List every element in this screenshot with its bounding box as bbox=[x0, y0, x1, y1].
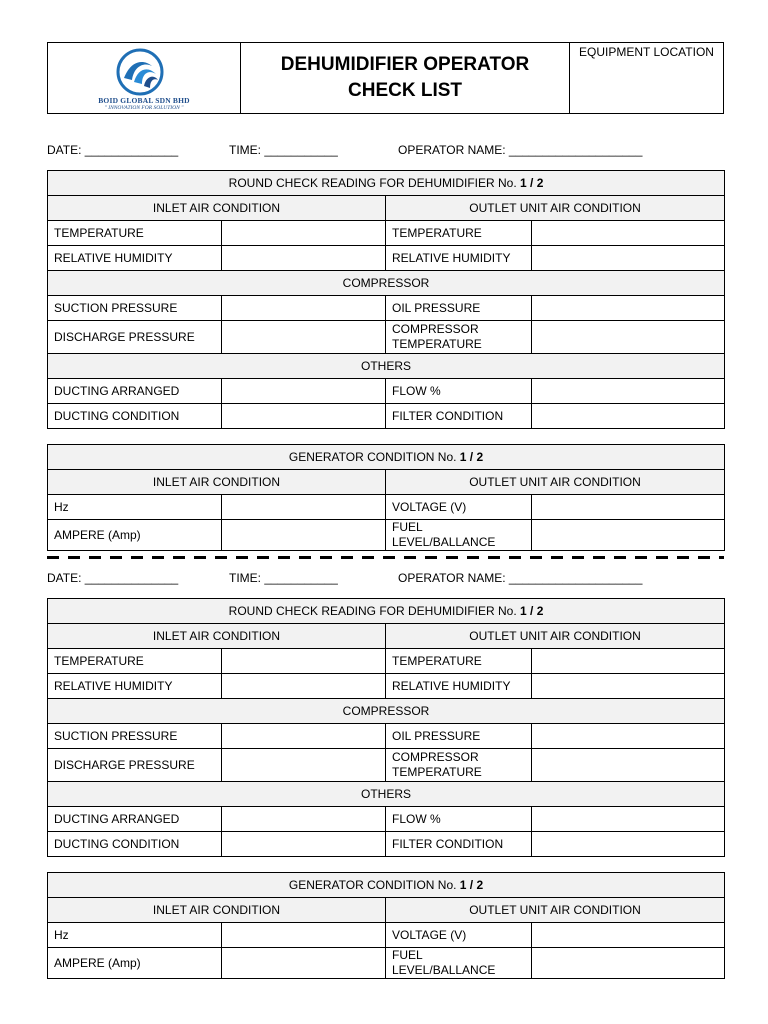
compressor-temperature-label: COMPRESSOR TEMPERATURE bbox=[386, 749, 532, 782]
suction-pressure-input[interactable] bbox=[222, 724, 386, 749]
suction-pressure-input[interactable] bbox=[222, 296, 386, 321]
discharge-pressure-label: DISCHARGE PRESSURE bbox=[48, 321, 222, 354]
generator-table-1 bbox=[47, 444, 725, 551]
outlet-humidity-input[interactable] bbox=[532, 246, 725, 271]
inlet-temperature-input[interactable] bbox=[222, 649, 386, 674]
operator-name-field[interactable]: OPERATOR NAME: ____________________ bbox=[398, 143, 643, 157]
fuel-level-input[interactable] bbox=[532, 948, 725, 979]
generator-inlet-header: INLET AIR CONDITION bbox=[48, 898, 386, 923]
fuel-level-label: FUEL LEVEL/BALLANCE bbox=[386, 948, 532, 979]
outlet-header: OUTLET UNIT AIR CONDITION bbox=[386, 196, 725, 221]
ducting-arranged-input[interactable] bbox=[222, 807, 386, 832]
time-field[interactable]: TIME: ___________ bbox=[229, 143, 338, 157]
flow-label: FLOW % bbox=[386, 379, 532, 404]
compressor-temperature-label: COMPRESSOR TEMPERATURE bbox=[386, 321, 532, 354]
discharge-pressure-input[interactable] bbox=[222, 321, 386, 354]
ampere-input[interactable] bbox=[222, 520, 386, 551]
ducting-arranged-input[interactable] bbox=[222, 379, 386, 404]
hz-label: Hz bbox=[48, 495, 222, 520]
oil-pressure-label: OIL PRESSURE bbox=[386, 724, 532, 749]
title-line-2: CHECK LIST bbox=[348, 80, 462, 101]
title-line-1: DEHUMIDIFIER OPERATOR bbox=[280, 54, 530, 75]
relative-humidity-label: RELATIVE HUMIDITY bbox=[48, 674, 222, 699]
ducting-condition-label: DUCTING CONDITION bbox=[48, 404, 222, 429]
hz-label: Hz bbox=[48, 923, 222, 948]
suction-pressure-label: SUCTION PRESSURE bbox=[48, 296, 222, 321]
outlet-temperature-label: TEMPERATURE bbox=[386, 221, 532, 246]
ampere-input[interactable] bbox=[222, 948, 386, 979]
flow-label: FLOW % bbox=[386, 807, 532, 832]
round-check-title: ROUND CHECK READING FOR DEHUMIDIFIER No. 1 / 2 bbox=[48, 599, 725, 624]
compressor-temperature-input[interactable] bbox=[532, 749, 725, 782]
inlet-header: INLET AIR CONDITION bbox=[48, 624, 386, 649]
inlet-temperature-input[interactable] bbox=[222, 221, 386, 246]
hz-input[interactable] bbox=[222, 495, 386, 520]
generator-title: GENERATOR CONDITION No. 1 / 2 bbox=[48, 445, 725, 470]
generator-outlet-header: OUTLET UNIT AIR CONDITION bbox=[386, 470, 725, 495]
round-check-table-1 bbox=[47, 170, 725, 429]
equipment-location-label: EQUIPMENT LOCATION bbox=[579, 45, 714, 59]
ducting-condition-input[interactable] bbox=[222, 404, 386, 429]
outlet-humidity-label: RELATIVE HUMIDITY bbox=[386, 246, 532, 271]
inlet-header: INLET AIR CONDITION bbox=[48, 196, 386, 221]
logo-tagline: " INNOVATION FOR SOLUTION " bbox=[104, 105, 184, 111]
ampere-label: AMPERE (Amp) bbox=[48, 520, 222, 551]
round-check-table-2 bbox=[47, 598, 725, 857]
date-field[interactable]: DATE: ______________ bbox=[47, 571, 179, 585]
temperature-label: TEMPERATURE bbox=[48, 221, 222, 246]
operator-name-field[interactable]: OPERATOR NAME: ____________________ bbox=[398, 571, 643, 585]
outlet-temperature-input[interactable] bbox=[532, 221, 725, 246]
temperature-label: TEMPERATURE bbox=[48, 649, 222, 674]
outlet-humidity-input[interactable] bbox=[532, 674, 725, 699]
fuel-level-label: FUEL LEVEL/BALLANCE bbox=[386, 520, 532, 551]
outlet-humidity-label: RELATIVE HUMIDITY bbox=[386, 674, 532, 699]
round-check-title: ROUND CHECK READING FOR DEHUMIDIFIER No. 1 / 2 bbox=[48, 171, 725, 196]
discharge-pressure-label: DISCHARGE PRESSURE bbox=[48, 749, 222, 782]
ducting-arranged-label: DUCTING ARRANGED bbox=[48, 807, 222, 832]
voltage-label: VOLTAGE (V) bbox=[386, 923, 532, 948]
generator-table-2 bbox=[47, 872, 725, 979]
fuel-level-input[interactable] bbox=[532, 520, 725, 551]
inlet-humidity-input[interactable] bbox=[222, 246, 386, 271]
ampere-label: AMPERE (Amp) bbox=[48, 948, 222, 979]
others-header: OTHERS bbox=[48, 354, 725, 379]
generator-inlet-header: INLET AIR CONDITION bbox=[48, 470, 386, 495]
equipment-location-field[interactable] bbox=[570, 43, 723, 113]
oil-pressure-input[interactable] bbox=[532, 296, 725, 321]
info-line-bottom bbox=[47, 571, 724, 587]
filter-condition-input[interactable] bbox=[532, 832, 725, 857]
flow-input[interactable] bbox=[532, 379, 725, 404]
filter-condition-label: FILTER CONDITION bbox=[386, 404, 532, 429]
compressor-header: COMPRESSOR bbox=[48, 271, 725, 296]
voltage-label: VOLTAGE (V) bbox=[386, 495, 532, 520]
ducting-arranged-label: DUCTING ARRANGED bbox=[48, 379, 222, 404]
flow-input[interactable] bbox=[532, 807, 725, 832]
voltage-input[interactable] bbox=[532, 923, 725, 948]
ducting-condition-label: DUCTING CONDITION bbox=[48, 832, 222, 857]
inlet-humidity-input[interactable] bbox=[222, 674, 386, 699]
filter-condition-label: FILTER CONDITION bbox=[386, 832, 532, 857]
company-logo-icon bbox=[116, 48, 164, 96]
ducting-condition-input[interactable] bbox=[222, 832, 386, 857]
filter-condition-input[interactable] bbox=[532, 404, 725, 429]
outlet-temperature-input[interactable] bbox=[532, 649, 725, 674]
form-header bbox=[47, 42, 724, 114]
voltage-input[interactable] bbox=[532, 495, 725, 520]
time-field[interactable]: TIME: ___________ bbox=[229, 571, 338, 585]
others-header: OTHERS bbox=[48, 782, 725, 807]
compressor-temperature-input[interactable] bbox=[532, 321, 725, 354]
relative-humidity-label: RELATIVE HUMIDITY bbox=[48, 246, 222, 271]
logo-company-name: BOID GLOBAL SDN BHD bbox=[98, 96, 190, 105]
hz-input[interactable] bbox=[222, 923, 386, 948]
form-title bbox=[241, 43, 570, 113]
outlet-header: OUTLET UNIT AIR CONDITION bbox=[386, 624, 725, 649]
cut-line-divider bbox=[47, 556, 724, 559]
logo-cell bbox=[48, 43, 241, 113]
compressor-header: COMPRESSOR bbox=[48, 699, 725, 724]
oil-pressure-input[interactable] bbox=[532, 724, 725, 749]
generator-outlet-header: OUTLET UNIT AIR CONDITION bbox=[386, 898, 725, 923]
suction-pressure-label: SUCTION PRESSURE bbox=[48, 724, 222, 749]
generator-title: GENERATOR CONDITION No. 1 / 2 bbox=[48, 873, 725, 898]
discharge-pressure-input[interactable] bbox=[222, 749, 386, 782]
date-field[interactable]: DATE: ______________ bbox=[47, 143, 179, 157]
info-line-top bbox=[47, 143, 724, 159]
outlet-temperature-label: TEMPERATURE bbox=[386, 649, 532, 674]
oil-pressure-label: OIL PRESSURE bbox=[386, 296, 532, 321]
